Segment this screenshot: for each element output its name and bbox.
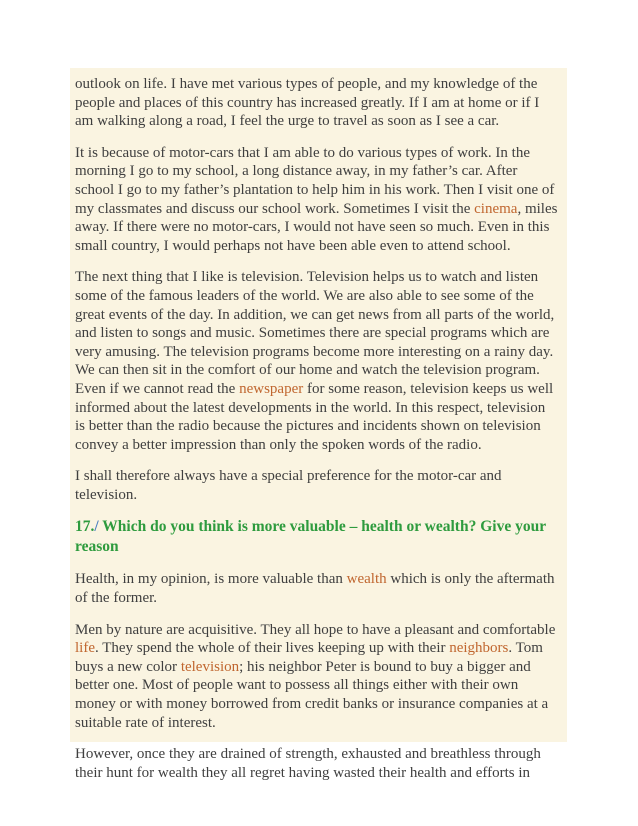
text-segment: It is because of motor-cars that I am able to do various types of work. In the morning I go to my school, a long distance away, in my father’s car. After school I go to my father’s plantation to help him in his work. Then I visit one of my classmates and discuss our school work. Sometimes I visit the [75, 144, 555, 217]
text-segment: Which do you think is more valuable – health or wealth? Give your reason [75, 518, 546, 555]
highlighted-word: television [180, 658, 240, 675]
highlighted-word: neighbors [449, 640, 509, 657]
paragraph [75, 621, 559, 733]
document-content [75, 75, 559, 782]
text-segment: . They spend the whole of their lives keeping up with their [95, 640, 450, 657]
paragraph [75, 570, 559, 607]
text-segment: ; his neighbor Peter is bound to buy a bigger and better one. Most of people want to possess all things either with their own money or with money borrowed from credit banks or insurance companies at a suitable rate of interest. [75, 658, 549, 731]
text-segment: I shall therefore always have a special preference for the motor-car and television. [75, 468, 502, 503]
document-page [70, 68, 567, 781]
paragraph [75, 467, 559, 504]
paragraph [75, 75, 559, 131]
text-segment: 17. [75, 518, 95, 536]
highlighted-word: newspaper [239, 380, 304, 397]
highlighted-word: wealth [346, 571, 387, 588]
text-segment: which is only the aftermath of the former. [75, 571, 555, 607]
text-segment: The next thing that I like is television. Television helps us to watch and listen some of the famous leaders of the world. We are also able to see some of the great events of the day. In addition, we can get news from all parts of the world, and listen to songs and music. Sometimes there are special programs which are very amusing. The television programs become more interesting on a rainy day. We can then sit in the comfort of our home and watch the television program. Even if we cannot read the [75, 269, 555, 397]
text-segment: / [94, 518, 99, 536]
text-segment: , miles away. If there were no motor-cars, I would not have seen so much. Even in this small country, I would perhaps not have been able even to attend school. [75, 200, 558, 254]
highlighted-word: cinema [474, 200, 518, 217]
highlighted-word: life [75, 640, 95, 657]
text-segment: outlook on life. I have met various types of people, and my knowledge of the people and places of this country has increased greatly. If I am at home or if I am walking along a road, I feel the urge to travel as soon as I see a car. [75, 76, 540, 130]
paragraph [75, 268, 559, 454]
text-segment: for some reason, television keeps us well informed about the latest developments in the world. In this respect, television is better than the radio because the pictures and incidents shown on television convey a better impression than only the spoken words of the radio. [75, 380, 554, 453]
question-heading [75, 517, 559, 556]
text-segment: Men by nature are acquisitive. They all hope to have a pleasant and comfortable [75, 621, 556, 638]
text-segment: . Tom buys a new color [75, 640, 543, 675]
paragraph [75, 144, 559, 256]
text-segment: Health, in my opinion, is more valuable than [75, 571, 347, 588]
paragraph [75, 745, 559, 782]
text-segment: However, once they are drained of strength, exhausted and breathless through their hunt for wealth they all regret having wasted their health and efforts in [75, 746, 541, 781]
